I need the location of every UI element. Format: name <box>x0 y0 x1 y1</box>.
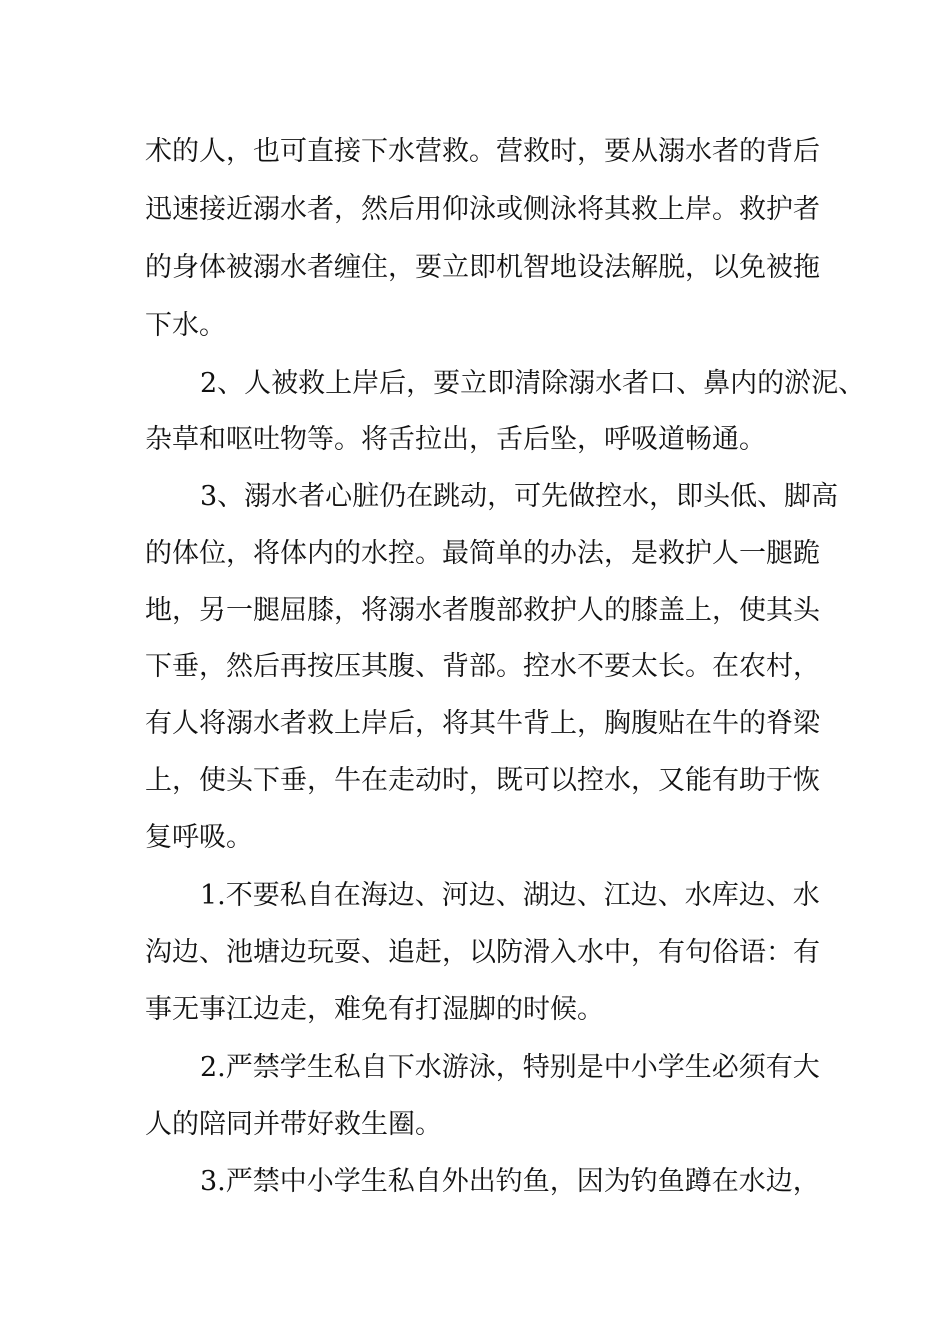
rule-2-line-2: 人的陪同并带好救生圈。 <box>145 1109 442 1140</box>
paragraph-3-line-7: 复呼吸。 <box>145 822 253 853</box>
rule-1-line-1: 1.不要私自在海边、河边、湖边、江边、水库边、水 <box>200 880 820 911</box>
rule-1-line-2: 沟边、池塘边玩耍、追赶，以防滑入水中，有句俗语：有 <box>145 937 820 968</box>
text-line-2: 迅速接近溺水者，然后用仰泳或侧泳将其救上岸。救护者 <box>145 194 820 225</box>
paragraph-2-line-2: 杂草和呕吐物等。将舌拉出，舌后坠，呼吸道畅通。 <box>145 424 766 455</box>
text-line-1: 术的人，也可直接下水营救。营救时，要从溺水者的背后 <box>145 136 820 167</box>
rule-1-line-3: 事无事江边走，难免有打湿脚的时候。 <box>145 994 604 1025</box>
paragraph-3-line-2: 的体位，将体内的水控。最简单的办法，是救护人一腿跪 <box>145 538 820 569</box>
text-line-3: 的身体被溺水者缠住，要立即机智地设法解脱，以免被拖 <box>145 252 820 283</box>
rule-2-line-1: 2.严禁学生私自下水游泳，特别是中小学生必须有大 <box>200 1052 820 1083</box>
paragraph-3-line-4: 下垂，然后再按压其腹、背部。控水不要太长。在农村， <box>145 651 820 682</box>
rule-3-line-1: 3.严禁中小学生私自外出钓鱼，因为钓鱼蹲在水边， <box>200 1166 820 1197</box>
paragraph-3-line-3: 地，另一腿屈膝，将溺水者腹部救护人的膝盖上，使其头 <box>145 595 820 626</box>
text-line-4: 下水。 <box>145 310 226 341</box>
paragraph-3-line-1: 3、溺水者心脏仍在跳动，可先做控水，即头低、脚高 <box>200 481 839 512</box>
paragraph-2-line-1: 2、人被救上岸后，要立即清除溺水者口、鼻内的淤泥、 <box>200 368 866 399</box>
paragraph-3-line-5: 有人将溺水者救上岸后，将其牛背上，胸腹贴在牛的脊梁 <box>145 708 820 739</box>
paragraph-3-line-6: 上，使头下垂，牛在走动时，既可以控水，又能有助于恢 <box>145 765 820 796</box>
